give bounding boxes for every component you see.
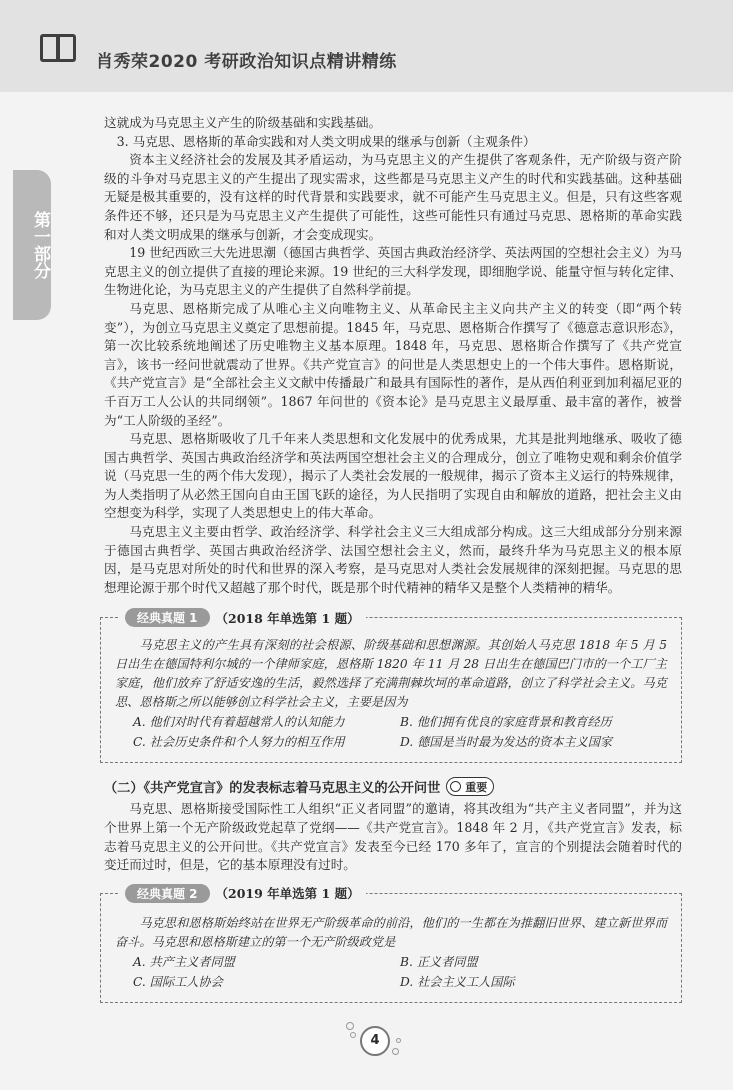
subheading: 3. 马克思、恩格斯的革命实践和对人类文明成果的继承与创新（主观条件） — [116, 133, 536, 149]
exam-question-box-1 — [100, 610, 682, 763]
circle-icon — [450, 781, 461, 792]
exam-tag-label: 经典真题 1 — [125, 608, 210, 627]
exam-tag — [119, 608, 366, 627]
paragraph: 资本主义经济社会的发展及其矛盾运动，为马克思主义的产生提供了客观条件，无产阶级与资产阶级的斗争对马克思主义的产生提出了现实需求，这些都是马克思主义产生的时代和实践基础。这种基础无疑是极其重要的，没有这样的时代背景和实践要求，就不可能产生马克思主义。但是，只有这些客观条件还不够，还只是为马克思主义产生提供了可能性，这些可能性只有通过马克思、恩格斯的革命实践和对人类文明成果的继承与创新，才会变成现实。 — [104, 152, 682, 242]
option-a: A. 他们对时代有着超越常人的认知能力 — [133, 715, 345, 730]
book-title: 肖秀荣2020 考研政治知识点精讲精练 — [96, 52, 397, 72]
exam-tag-label: 经典真题 2 — [125, 884, 210, 903]
important-badge-label: 重要 — [465, 780, 488, 794]
decor-bubble — [396, 1038, 401, 1043]
option-c: C. 国际工人协会 — [133, 974, 223, 989]
option-c: C. 社会历史条件和个人努力的相互作用 — [133, 735, 345, 750]
option-d: D. 德国是当时最为发达的资本主义国家 — [400, 735, 613, 750]
section-title: （二）《共产党宣言》的发表标志着马克思主义的公开问世 — [104, 781, 441, 797]
paragraph: 马克思、恩格斯接受国际性工人组织“正义者同盟”的邀请，将其改组为“共产主义者同盟”，并为这个世界上第一个无产阶级政党起草了党纲——《共产党宣言》。1848 年 2 月，《共产党宣言》发表，标志着马克思主义的公开问世。《共产党宣言》发表至今已经 170 多年了，宣言的个别提法会随着时代的变迁而过时，但是，它的基本原理没有过时。 — [104, 801, 682, 873]
main-content — [104, 114, 682, 1003]
part-tab-label: 第一部分 — [30, 211, 50, 279]
page-header — [0, 0, 733, 92]
important-badge — [446, 777, 494, 796]
decor-bubble — [346, 1022, 354, 1030]
part-tab — [13, 170, 51, 320]
exam-source: （2019 年单选第 1 题） — [215, 886, 360, 902]
option-a: A. 共产主义者同盟 — [133, 954, 235, 969]
paragraph: 这就成为马克思主义产生的阶级基础和实践基础。 — [104, 115, 382, 130]
exam-question-box-2 — [100, 886, 682, 1003]
paragraph: 马克思、恩格斯吸收了几千年来人类思想和文化发展中的优秀成果，尤其是批判地继承、吸收了德国古典哲学、英国古典政治经济学和英法两国空想社会主义的合理成分，创立了唯物史观和剩余价值学说（马克思一生的两个伟大发现），揭示了人类社会发展的一般规律，揭示了资本主义运行的特殊规律，为人类指明了从必然王国向自由王国飞跃的途径，为人民指明了实现自由和解放的道路，把社会主义由空想变为科学，实现了人类思想史上的伟大革命。 — [104, 431, 682, 521]
paragraph: 马克思主义主要由哲学、政治经济学、科学社会主义三大组成部分构成。这三大组成部分分别来源于德国古典哲学、英国古典政治经济学、法国空想社会主义，然而，最终升华为马克思主义的根本原因，是马克思对所处的时代和世界的深入考察，是马克思对人类社会发展规律的深刻把握。马克思的思想理论源于那个时代又超越了那个时代，既是那个时代精神的精华又是整个人类精神的精华。 — [104, 524, 682, 595]
page-number: 4 — [360, 1026, 390, 1056]
page-number-area — [340, 1018, 410, 1068]
decor-bubble — [350, 1032, 356, 1038]
book-icon — [38, 28, 78, 68]
exam-options — [115, 952, 667, 992]
paragraph: 19 世纪西欧三大先进思潮（德国古典哲学、英国古典政治经济学、英法两国的空想社会主义）为马克思主义的创立提供了直接的理论来源。19 世纪的三大科学发现，即细胞学说、能量守恒与转化定律、生物进化论，为马克思主义的产生提供了自然科学前提。 — [104, 245, 682, 298]
exam-question: 马克思和恩格斯始终站在世界无产阶级革命的前沿，他们的一生都在为推翻旧世界、建立新世界而奋斗。马克思和恩格斯建立的第一个无产阶级政党是 — [115, 915, 667, 949]
exam-tag — [119, 884, 366, 903]
option-b: B. 他们拥有优良的家庭背景和教育经历 — [400, 715, 612, 730]
exam-options — [115, 712, 667, 752]
option-d: D. 社会主义工人国际 — [400, 974, 515, 989]
exam-source: （2018 年单选第 1 题） — [215, 610, 360, 626]
decor-bubble — [392, 1048, 399, 1055]
exam-question: 马克思主义的产生具有深刻的社会根源、阶级基础和思想渊源。其创始人马克思 1818 年 5 月 5 日出生在德国特利尔城的一个律师家庭，恩格斯 1820 年 11 月 28 日出生在德国巴门市的一个工厂主家庭，他们放弃了舒适安逸的生活，毅然选择了充满荆棘坎坷的革命道路，创立了科学社会主义。马克思、恩格斯之所以能够创立科学社会主义，主要是因为 — [115, 638, 667, 710]
paragraph: 马克思、恩格斯完成了从唯心主义向唯物主义、从革命民主主义向共产主义的转变（即“两个转变”），为创立马克思主义奠定了思想前提。1845 年，马克思、恩格斯合作撰写了《德意志意识形态》，第一次比较系统地阐述了历史唯物主义基本原理。1848 年，马克思、恩格斯合作撰写了《共产党宣言》，该书一经问世就震动了世界。《共产党宣言》的问世是人类思想史上的一个伟大事件。恩格斯说，《共产党宣言》是“全部社会主义文献中传播最广和最具有国际性的著作，是从西伯利亚到加利福尼亚的千百万工人公认的共同纲领”。1867 年问世的《资本论》是马克思主义最厚重、最丰富的著作，被誉为“工人阶级的圣经”。 — [104, 300, 682, 428]
section-heading — [104, 777, 682, 796]
option-b: B. 正义者同盟 — [400, 954, 478, 969]
